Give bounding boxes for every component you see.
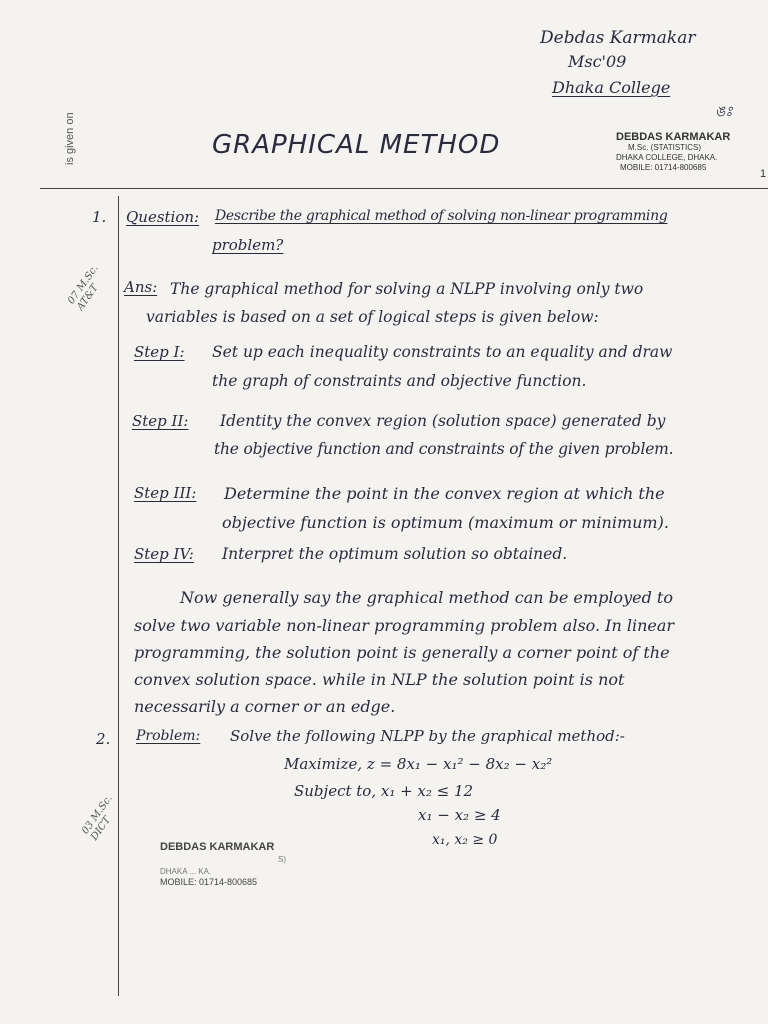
answer-label: Ans:: [124, 278, 158, 296]
paragraph-line: necessarily a corner or an edge.: [134, 697, 396, 716]
step-label: Step IV:: [134, 545, 194, 563]
margin-rule: [118, 196, 119, 996]
question-text-line1: Describe the graphical method of solving non-linear programming: [215, 208, 668, 224]
constraint-3: x₁, x₂ ≥ 0: [432, 832, 498, 848]
step-line: Set up each inequality constraints to an equality and draw: [212, 343, 673, 361]
paragraph-line: Now generally say the graphical method can be employed to: [180, 588, 673, 607]
stamp-bottom-college: DHAKA ... KA.: [160, 867, 212, 876]
step-label: Step II:: [132, 412, 189, 430]
stamp-top-mobile: MOBILE: 01714-800685: [620, 163, 707, 172]
paragraph-line: programming, the solution point is generally a corner point of the: [134, 643, 670, 662]
step-label: Step III:: [134, 484, 197, 502]
objective-function: Maximize, z = 8x₁ − x₁² − 8x₂ − x₂²: [284, 755, 553, 773]
constraint-2: x₁ − x₂ ≥ 4: [418, 806, 501, 824]
answer-line2: variables is based on a set of logical steps is given below:: [146, 308, 599, 326]
stamp-top-college: DHAKA COLLEGE, DHAKA.: [616, 153, 718, 162]
problem-number: 2.: [96, 730, 111, 748]
signature-college: Dhaka College: [552, 78, 671, 97]
stamp-top-degree: M.Sc. (STATISTICS): [628, 143, 702, 152]
stamp-bottom-mobile: MOBILE: 01714-800685: [160, 877, 258, 887]
question-label: Question:: [126, 208, 200, 226]
paragraph-line: convex solution space. while in NLP the solution point is not: [134, 670, 625, 689]
page-title: GRAPHICAL METHOD: [212, 130, 501, 160]
answer-line1: The graphical method for solving a NLPP involving only two: [170, 280, 644, 298]
problem-margin-note: 03 M.Sc. DICT: [80, 793, 115, 843]
step-line: the objective function and constraints of the given problem.: [214, 440, 674, 458]
constraint-1: Subject to, x₁ + x₂ ≤ 12: [294, 782, 474, 800]
step-line: objective function is optimum (maximum or minimum).: [222, 513, 669, 532]
header-rule: [40, 188, 768, 189]
q1-margin-note: 07 M.Sc. AT&T: [66, 263, 101, 313]
problem-text: Solve the following NLPP by the graphical method:-: [230, 727, 625, 745]
stamp-bottom-degree: S): [278, 855, 286, 864]
problem-label: Problem:: [136, 728, 201, 744]
signature-mark: ঙঃ: [715, 104, 733, 120]
question-text-line2: problem?: [212, 236, 284, 254]
step-line: Interpret the optimum solution so obtained.: [222, 545, 568, 563]
side-note: is given on: [64, 112, 76, 165]
signature-degree: Msc'09: [568, 52, 627, 71]
stamp-bottom-name: DEBDAS KARMAKAR: [160, 841, 275, 853]
step-label: Step I:: [134, 343, 185, 361]
step-line: Determine the point in the convex region at which the: [224, 484, 665, 503]
signature-name: Debdas Karmakar: [540, 28, 696, 48]
stamp-top-name: DEBDAS KARMAKAR: [616, 131, 731, 143]
page-number: 1: [760, 168, 767, 180]
question-number: 1.: [92, 208, 107, 226]
step-line: the graph of constraints and objective function.: [212, 372, 587, 390]
step-line: Identity the convex region (solution space) generated by: [220, 412, 666, 430]
paragraph-line: solve two variable non-linear programming problem also. In linear: [134, 616, 675, 635]
